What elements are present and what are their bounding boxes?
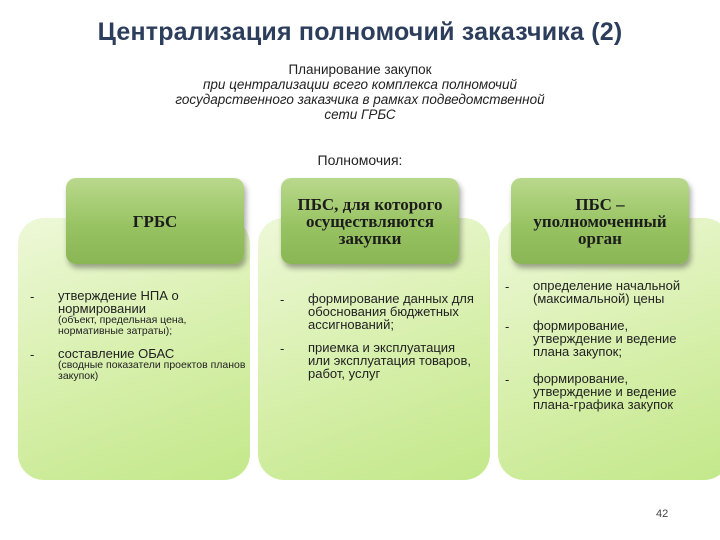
column-header-grbs: ГРБС: [66, 178, 244, 264]
item-main-text: формирование, утверждение и ведение плана-графика закупок: [533, 371, 677, 412]
list-dash: -: [505, 372, 510, 387]
subtitle-heading: Планирование закупок: [288, 62, 432, 77]
list-dash: -: [505, 279, 510, 294]
list-dash: -: [280, 292, 285, 307]
pbs-authorized-powers-list: [505, 279, 705, 425]
list-dash: -: [280, 341, 285, 356]
item-main-text: утверждение НПА о нормировании: [58, 288, 179, 316]
list-item: [505, 372, 705, 411]
column-header-pbs-authorized: ПБС – уполномоченный орган: [511, 178, 689, 264]
subtitle-body: при централизации всего комплекса полномочий государственного заказчика в рамках подведомственной сети ГРБС: [175, 77, 545, 122]
column-header-pbs-customer: ПБС, для которого осуществляются закупки: [281, 178, 459, 264]
slide-title: Централизация полномочий заказчика (2): [97, 18, 623, 46]
list-item: [505, 319, 705, 358]
list-item: [30, 289, 250, 337]
item-main-text: определение начальной (максимальной) цены: [533, 278, 681, 306]
item-main-text: формирование данных для обоснования бюджетных ассигнований;: [308, 291, 474, 332]
list-item: [280, 341, 480, 380]
page-number: 42: [656, 508, 669, 520]
pbs-customer-powers-list: [280, 292, 480, 390]
item-detail-text: (объект, предельная цена, нормативные затраты);: [58, 314, 187, 337]
list-item: [30, 347, 250, 382]
subtitle-block: [160, 62, 560, 122]
item-main-text: приемка и эксплуатация или эксплуатация товаров, работ, услуг: [308, 340, 472, 381]
item-main-text: формирование, утверждение и ведение плана закупок;: [533, 318, 677, 359]
list-dash: -: [30, 347, 35, 362]
list-dash: -: [505, 319, 510, 334]
grbs-powers-list: [30, 289, 250, 392]
list-dash: -: [30, 289, 35, 304]
item-detail-text: (сводные показатели проектов планов закупок): [58, 359, 246, 382]
list-item: [280, 292, 480, 331]
powers-label: Полномочия:: [317, 152, 403, 168]
list-item: [505, 279, 705, 305]
item-main-text: составление ОБАС: [58, 346, 175, 361]
